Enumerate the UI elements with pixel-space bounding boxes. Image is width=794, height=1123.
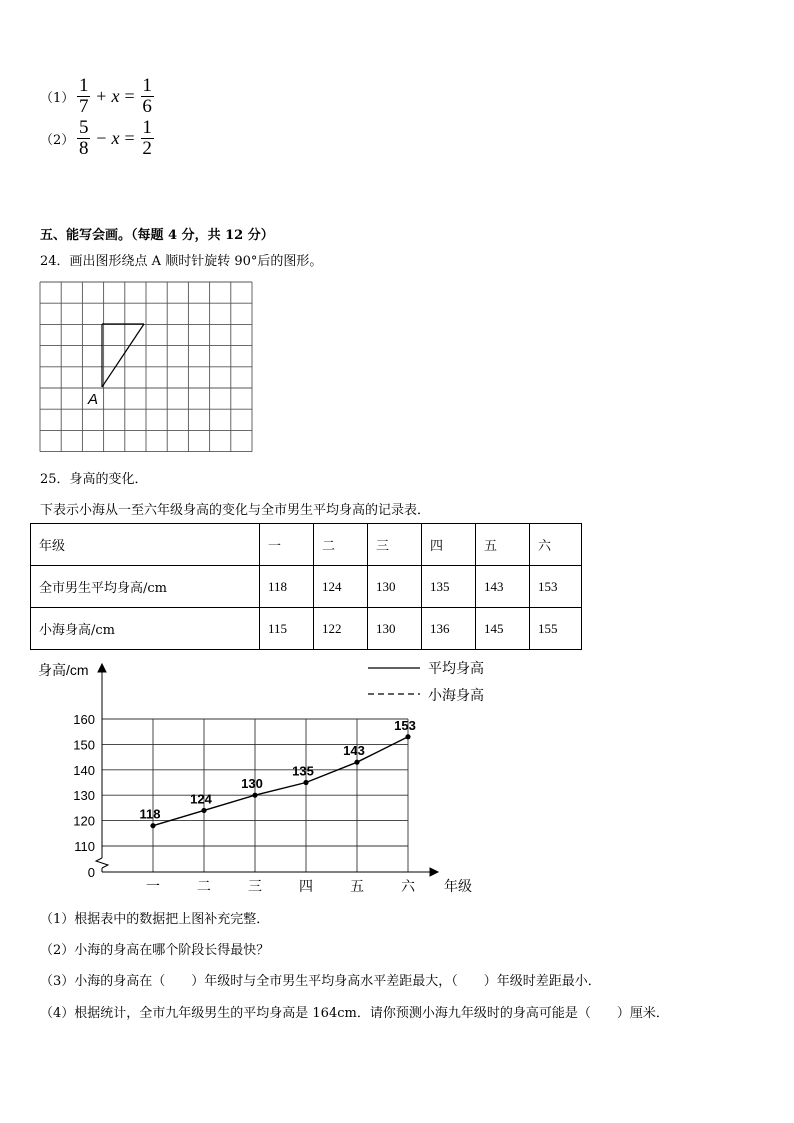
table-cell: 145 — [476, 608, 530, 650]
denominator: 2 — [142, 138, 152, 159]
table-header-cell: 六 — [530, 524, 582, 566]
data-point — [354, 760, 359, 765]
figure-segment-diagonal — [102, 324, 144, 387]
height-line-chart — [0, 655, 794, 900]
data-label: 153 — [394, 717, 416, 733]
numerator: 1 — [142, 117, 152, 138]
equals-sign: = — [124, 86, 135, 106]
denominator: 7 — [79, 96, 89, 117]
variable: x — [111, 86, 120, 106]
series-line-average — [153, 737, 408, 826]
y-axis-label: 身高/cm — [38, 662, 89, 678]
numerator: 1 — [142, 75, 152, 96]
data-label: 135 — [292, 763, 314, 779]
equation-1 — [40, 76, 157, 117]
table-row — [31, 566, 582, 608]
fraction — [141, 118, 154, 159]
x-tick-label: 二 — [197, 878, 211, 894]
operator: + — [96, 86, 107, 106]
data-point — [405, 734, 410, 739]
y-tick-label: 0 — [87, 865, 95, 880]
legend-entry-average: 平均身高 — [428, 660, 484, 676]
fraction — [77, 76, 90, 117]
x-tick-label: 五 — [350, 878, 364, 894]
numerator: 1 — [79, 75, 89, 96]
point-a-label: A — [88, 391, 99, 408]
table-cell: 155 — [530, 608, 582, 650]
operator: − — [96, 128, 107, 148]
table-cell: 122 — [314, 608, 368, 650]
question-25-intro: 下表示小海从一至六年级身高的变化与全市男生平均身高的记录表． — [40, 503, 431, 518]
table-header-cell: 一 — [260, 524, 314, 566]
x-tick-label: 一 — [146, 878, 160, 894]
denominator: 8 — [79, 138, 89, 159]
section-title: 五、能写会画。（每题 4 分，共 12 分） — [40, 228, 274, 243]
table-row — [31, 608, 582, 650]
x-tick-label: 四 — [299, 878, 313, 894]
data-label: 130 — [241, 776, 263, 792]
table-header-row — [31, 524, 582, 566]
y-tick-label: 140 — [73, 762, 95, 778]
table-cell: 124 — [314, 566, 368, 608]
table-header-cell: 四 — [422, 524, 476, 566]
data-label: 143 — [343, 743, 365, 759]
table-row-label: 小海身高/cm — [31, 608, 260, 650]
fraction — [141, 76, 154, 117]
table-cell: 153 — [530, 566, 582, 608]
table-header-cell: 二 — [314, 524, 368, 566]
equals-sign: = — [124, 128, 135, 148]
data-label: 124 — [190, 791, 212, 807]
table-header-cell: 五 — [476, 524, 530, 566]
y-tick-label: 150 — [73, 737, 95, 753]
x-axis-label: 年级 — [444, 878, 472, 894]
data-point — [252, 793, 257, 798]
table-cell: 136 — [422, 608, 476, 650]
fraction — [77, 118, 90, 159]
data-point — [201, 808, 206, 813]
x-tick-label: 六 — [401, 878, 415, 894]
table-header-cell: 年级 — [31, 524, 260, 566]
x-tick-label: 三 — [248, 878, 262, 894]
table-cell: 135 — [422, 566, 476, 608]
y-tick-label: 110 — [74, 839, 95, 854]
table-cell: 130 — [368, 566, 422, 608]
y-axis-arrow — [98, 664, 106, 672]
table-cell: 143 — [476, 566, 530, 608]
sub-question-3: （3）小海的身高在（ ）年级时与全市男生平均身高水平差距最大，（ ）年级时差距最小． — [40, 974, 601, 989]
table-row-label: 全市男生平均身高/cm — [31, 566, 260, 608]
table-header-cell: 三 — [368, 524, 422, 566]
legend-entry-xiaohai: 小海身高 — [428, 687, 484, 703]
data-label: 118 — [139, 806, 161, 822]
data-point — [150, 823, 155, 828]
table-cell: 118 — [260, 566, 314, 608]
x-axis-arrow — [430, 868, 438, 876]
variable: x — [111, 128, 120, 148]
y-tick-label: 160 — [73, 712, 95, 727]
table-cell: 115 — [260, 608, 314, 650]
sub-question-4: （4）根据统计，全市九年级男生的平均身高是 164cm．请你预测小海九年级时的身高可能是（ ）厘米． — [40, 1006, 669, 1021]
equation-2 — [40, 118, 157, 159]
axis-break-mark — [96, 858, 108, 868]
y-tick-label: 120 — [73, 813, 95, 829]
numerator: 5 — [79, 117, 89, 138]
height-record-table — [30, 523, 582, 650]
question-25-title: 25．身高的变化． — [40, 472, 148, 487]
equation-label: （2） — [40, 133, 75, 148]
table-cell: 130 — [368, 608, 422, 650]
denominator: 6 — [142, 96, 152, 117]
y-tick-label: 130 — [73, 788, 95, 804]
rotation-grid — [38, 280, 256, 454]
sub-question-1: （1）根据表中的数据把上图补充完整． — [40, 912, 270, 927]
data-point — [303, 780, 308, 785]
sub-question-2: （2）小海的身高在哪个阶段长得最快？ — [40, 943, 270, 958]
question-24-text: 24．画出图形绕点 A 顺时针旋转 90°后的图形。 — [40, 254, 323, 269]
equation-label: （1） — [40, 91, 75, 106]
